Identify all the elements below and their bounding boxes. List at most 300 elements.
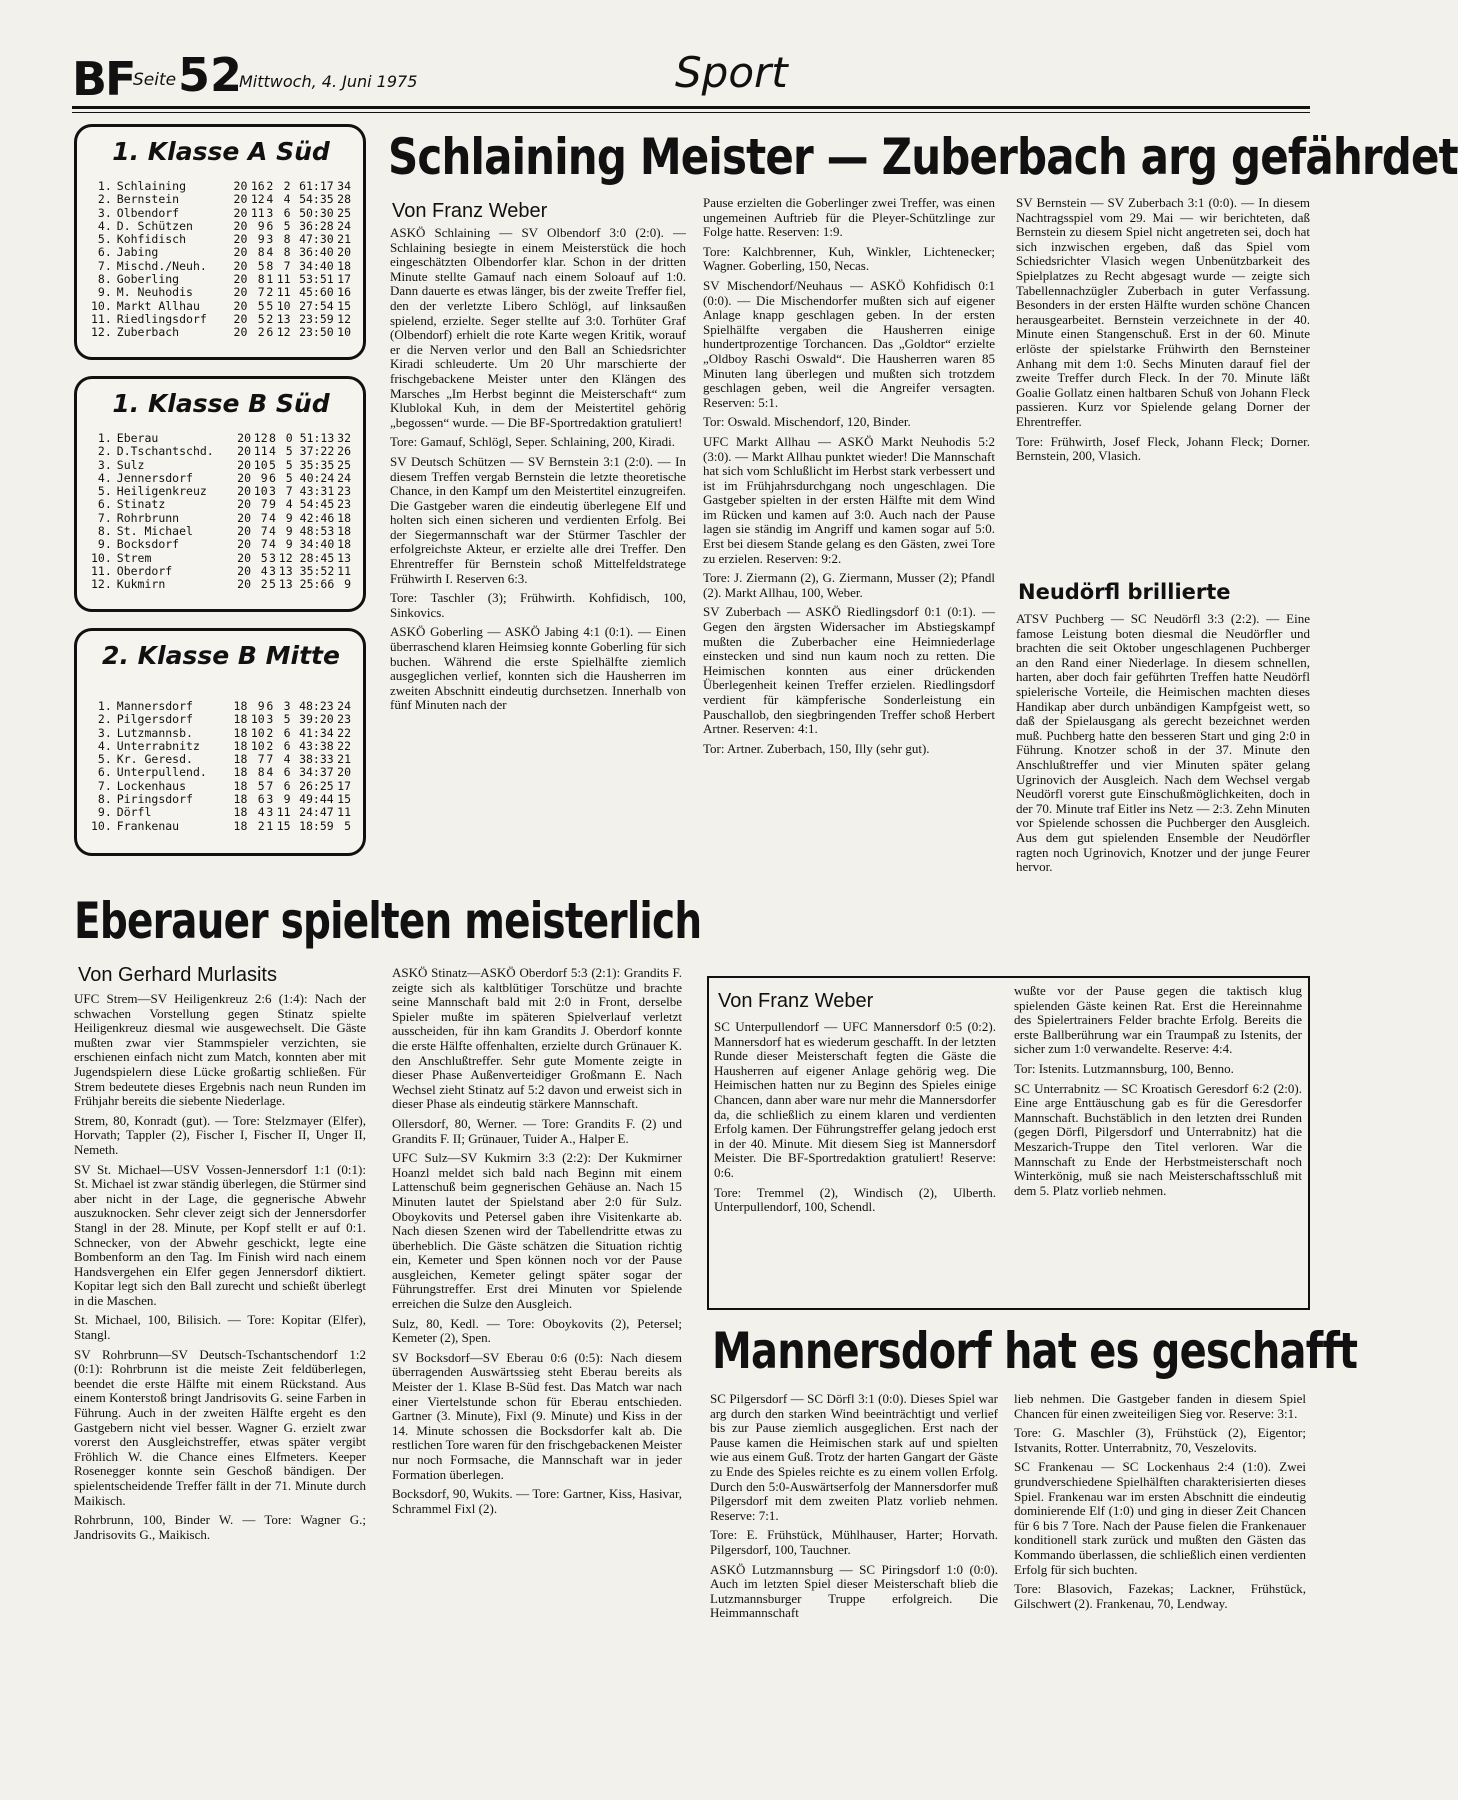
cell-won: 9 <box>257 232 265 247</box>
standings-row <box>91 233 351 246</box>
paragraph: Tore: G. Maschler (3), Frühstück (2), Eigentor; Istvanits, Rotter. Unterrabnitz, 70, Veszelovits. <box>1014 1425 1306 1455</box>
cell-drawn: 3 <box>269 484 276 499</box>
cell-drawn: 3 <box>269 550 276 565</box>
cell-team: Schlaining <box>116 179 187 193</box>
standings-table <box>91 180 351 340</box>
cell-played: 20 <box>237 457 251 472</box>
cell-goals: 34:40 <box>299 258 334 273</box>
cell-drawn: 3 <box>266 205 274 220</box>
cell-drawn: 9 <box>269 497 276 512</box>
paragraph: Tore: Tremmel (2), Windisch (2), Ulberth. Unterpullendorf, 100, Schendl. <box>714 1184 996 1215</box>
cell-goals: 43:31 <box>299 484 335 499</box>
paragraph: Rohrbrunn, 100, Binder W. — Tore: Wagner G.; Jandrisovits G., Maikisch. <box>74 1512 366 1542</box>
article-column <box>74 992 366 1792</box>
cell-played: 20 <box>237 431 251 445</box>
cell-played: 20 <box>233 258 248 273</box>
cell-rank: 9. <box>97 805 112 820</box>
cell-played: 20 <box>237 577 251 592</box>
cell-rank: 3. <box>97 457 112 472</box>
cell-played: 20 <box>233 311 248 326</box>
cell-lost: 4 <box>285 497 293 512</box>
cell-points: 16 <box>337 285 351 300</box>
cell-rank: 10. <box>91 298 112 313</box>
standings-row <box>91 700 351 713</box>
cell-points: 24 <box>337 699 351 713</box>
standings-row <box>91 472 351 485</box>
cell-goals: 25:66 <box>299 577 335 592</box>
cell-played: 18 <box>233 725 248 740</box>
cell-won: 2 <box>260 577 268 592</box>
cell-team: Mischd./Neuh. <box>116 258 207 273</box>
cell-drawn: 4 <box>269 510 276 525</box>
cell-drawn: 8 <box>266 258 274 273</box>
cell-lost: 8 <box>283 245 291 260</box>
masthead-logo: BF <box>72 52 135 106</box>
cell-rank: 1. <box>97 179 112 193</box>
cell-goals: 49:44 <box>299 792 334 807</box>
cell-won: 8 <box>257 272 265 287</box>
cell-drawn: 4 <box>269 444 276 459</box>
league-table-b-mitte <box>74 628 366 856</box>
cell-won: 5 <box>257 311 265 326</box>
cell-team: Pilgersdorf <box>116 712 193 727</box>
cell-team: Dörfl <box>116 805 152 820</box>
cell-team: Frankenau <box>116 818 180 833</box>
cell-played: 18 <box>233 699 248 713</box>
cell-points: 18 <box>337 524 351 539</box>
cell-points: 11 <box>337 563 351 578</box>
league-title: 2. Klasse B Mitte <box>102 641 340 670</box>
cell-goals: 39:20 <box>299 712 334 727</box>
standings-row <box>91 246 351 259</box>
cell-goals: 35:35 <box>299 457 335 472</box>
cell-team: St. Michael <box>116 524 193 539</box>
paragraph: SC Frankenau — SC Lockenhaus 2:4 (1:0). Zwei grundverschiedene Spielhälften charakterisierten dieses Spiel. Frankenau war im ersten Abschnitt die eindeutig dominierende Elf (1:0) und ging in dieser Zeit Chancen für 6 bis 7 Tore. Nach der Pause fielen die Frankenauer konditionell stark zurück und mußten den Gästen das Kommando überlassen, die schließlich einen verdienten Erfolg für sich buchten. <box>1014 1459 1306 1577</box>
cell-points: 34 <box>337 179 351 193</box>
article-column <box>1014 984 1302 1304</box>
cell-rank: 7. <box>97 778 112 793</box>
cell-points: 9 <box>344 577 351 592</box>
cell-rank: 5. <box>97 484 112 499</box>
cell-won: 10 <box>250 712 265 727</box>
paragraph: SV Bocksdorf—SV Eberau 0:6 (0:5): Nach diesem überragenden Auswärtssieg steht Eberau bereits als Meister der 1. Klase B-Süd fest. Das Match war nach einer Viertelstunde schon für Eberau entschieden. Gartner (3. Minute), Fixl (9. Minute) und Kiss in der 14. Minute schossen die Bocksdorfer kalt ab. Die restlichen Tore waren für den frischgebackenen Meister nur noch Formsache, die Mannschaft war in jeder Formation überlegen. <box>392 1349 682 1482</box>
cell-drawn: 2 <box>266 311 274 326</box>
cell-points: 20 <box>337 765 351 780</box>
cell-won: 7 <box>260 524 268 539</box>
cell-rank: 8. <box>97 524 112 539</box>
cell-goals: 18:59 <box>299 818 334 833</box>
article-column <box>392 966 682 1792</box>
cell-won: 10 <box>253 457 268 472</box>
cell-team: M. Neuhodis <box>116 285 193 300</box>
cell-points: 13 <box>337 550 351 565</box>
cell-played: 20 <box>237 524 251 539</box>
cell-goals: 23:50 <box>299 325 334 340</box>
cell-team: Oberdorf <box>116 563 173 578</box>
cell-goals: 24:47 <box>299 805 334 820</box>
cell-drawn: 2 <box>266 285 274 300</box>
cell-lost: 5 <box>285 470 293 485</box>
standings-row <box>91 806 351 819</box>
paragraph: Ollersdorf, 80, Werner. — Tore: Grandits F. (2) und Grandits F. II; Grünauer, Tuider A., Halper E. <box>392 1115 682 1146</box>
cell-played: 20 <box>237 510 251 525</box>
paragraph: ASKÖ Schlaining — SV Olbendorf 3:0 (2:0). — Schlaining besiegte in einem Meisterstück die hoch eingeschätzten Olbendorfer klar. Schon in der dritten Minute stellte Gamauf nach einem Soloauf auf 1:0. Dann dauerte es etwas länger, bis der zweite Treffer fiel, den der verletzte Libero Schlögl, auf linksaußen spielend, erzielte. Seger stellte auf 3:0. Torhüter Graf (Olbendorf) erhielt die rote Karte wegen Kritik, worauf er die Nerven verlor und den Ball an Schiedsrichter Kiradi schleuderte. Um 20 Uhr marschierte der frischgebackene Meister unter den Klängen des Marsches „Im Herbst beginnt die Meisterschaft“ zum Klublokal Kuh, in dem der Meistertitel gehörig „begossen“ wurde. — Die BF-Sportredaktion gratuliert! <box>390 225 686 430</box>
cell-played: 20 <box>233 218 248 233</box>
standings-row <box>91 820 351 833</box>
cell-team: Jabing <box>116 245 159 260</box>
cell-won: 8 <box>257 765 265 780</box>
standings-row <box>91 220 351 233</box>
standings-row <box>91 207 351 220</box>
cell-team: Eberau <box>116 431 159 445</box>
standings-row <box>91 525 351 538</box>
paragraph: UFC Sulz—SV Kukmirn 3:3 (2:2): Der Kukmirner Hoanzl meldet sich bald nach Beginn mit einem Lattenschuß beim gegnerischen Gehäuse an. Nach 15 Minuten lautet der Spielstand aber 2:0 für Sulz. Oboykovits und Petersel gaben ihre Visitenkarte ab. Nach diesen Szenen wird der Tabellendritte etwas zu überheblich. Die Gäste schätzen die Situation richtig ein, Kemeter und Spen können noch vor der Pause ausgleichen, Kemeter gelingt später sogar der Führungstreffer. Erst drei Minuten vor Spielende erreichen die Sulze den Ausgleich. <box>392 1150 682 1312</box>
cell-won: 11 <box>250 205 265 220</box>
cell-played: 20 <box>233 325 248 340</box>
cell-points: 32 <box>337 431 351 445</box>
cell-goals: 36:28 <box>299 218 334 233</box>
paragraph: ASKÖ Lutzmannsburg — SC Piringsdorf 1:0 (0:0). Auch im letzten Spiel dieser Meisterschaft blieb die Lutzmannsburger Truppe erfolgreich. Die Heimmannschaft <box>710 1561 998 1621</box>
cell-points: 18 <box>337 537 351 552</box>
paragraph: Bocksdorf, 90, Wukits. — Tore: Gartner, Kiss, Hasivar, Schrammel Fixl (2). <box>392 1486 682 1516</box>
paragraph: wußte vor der Pause gegen die taktisch klug spielenden Gäste keinen Rat. Erst die Hereinnahme des Spielertrainers Felder brachte Erfolg. Bereits die erste Ballberührung war ein Traumpaß zu Istenits, der sicher zum 1:0 verwandelte. Reserve: 4:4. <box>1014 983 1302 1057</box>
cell-goals: 27:54 <box>299 298 334 313</box>
cell-points: 22 <box>337 725 351 740</box>
cell-team: D.Tschantschd. <box>116 444 214 459</box>
standings-row <box>91 485 351 498</box>
cell-played: 18 <box>233 778 248 793</box>
cell-rank: 1. <box>97 431 112 445</box>
cell-team: D. Schützen <box>116 218 193 233</box>
cell-points: 24 <box>337 470 351 485</box>
cell-team: Kr. Geresd. <box>116 752 193 767</box>
cell-goals: 47:30 <box>299 232 334 247</box>
cell-won: 5 <box>257 778 265 793</box>
league-table-b-sued <box>74 376 366 612</box>
cell-rank: 11. <box>91 311 112 326</box>
cell-rank: 7. <box>97 258 112 273</box>
standings-table <box>91 432 351 592</box>
standings-row <box>91 193 351 206</box>
cell-played: 18 <box>233 792 248 807</box>
paragraph: Strem, 80, Konradt (gut). — Tore: Stelzmayer (Elfer), Horvath; Tappler (2), Fischer I, Fischer II, Unger II, Nemeth. <box>74 1112 366 1157</box>
article-column <box>703 196 995 956</box>
standings-row <box>91 260 351 273</box>
cell-won: 2 <box>257 325 265 340</box>
cell-points: 26 <box>337 444 351 459</box>
cell-rank: 11. <box>91 563 112 578</box>
cell-rank: 12. <box>91 325 112 340</box>
cell-won: 2 <box>257 818 265 833</box>
cell-lost: 11 <box>276 272 291 287</box>
cell-played: 18 <box>233 712 248 727</box>
cell-played: 18 <box>233 805 248 820</box>
cell-won: 10 <box>250 738 265 753</box>
cell-drawn: 2 <box>266 179 274 193</box>
cell-won: 12 <box>253 431 268 445</box>
cell-rank: 4. <box>97 738 112 753</box>
paragraph: lieb nehmen. Die Gastgeber fanden in diesem Spiel Chancen für einen zweiteiligen Sieg vor. Reserve: 3:1. <box>1014 1391 1306 1421</box>
issue-date: Mittwoch, 4. Juni 1975 <box>239 72 418 91</box>
cell-rank: 7. <box>97 510 112 525</box>
standings-row <box>91 273 351 286</box>
cell-team: Mannersdorf <box>116 699 193 713</box>
cell-drawn: 5 <box>269 577 276 592</box>
cell-played: 20 <box>233 298 248 313</box>
standings-row <box>91 459 351 472</box>
paragraph: St. Michael, 100, Bilisich. — Tore: Kopitar (Elfer), Stangl. <box>74 1312 366 1343</box>
cell-drawn: 2 <box>266 738 274 753</box>
cell-won: 5 <box>257 258 265 273</box>
cell-lost: 4 <box>283 192 291 207</box>
cell-team: Zuberbach <box>116 325 180 340</box>
cell-points: 22 <box>337 738 351 753</box>
cell-won: 11 <box>253 444 268 459</box>
cell-points: 12 <box>337 311 351 326</box>
standings-row <box>91 552 351 565</box>
cell-drawn: 1 <box>266 272 274 287</box>
cell-played: 18 <box>233 765 248 780</box>
cell-rank: 9. <box>97 537 112 552</box>
cell-won: 9 <box>257 218 265 233</box>
cell-goals: 36:40 <box>299 245 334 260</box>
cell-drawn: 5 <box>269 457 276 472</box>
cell-lost: 5 <box>285 444 293 459</box>
cell-lost: 6 <box>283 725 291 740</box>
cell-rank: 5. <box>97 752 112 767</box>
byline: Von Franz Weber <box>718 990 874 1012</box>
cell-team: Lockenhaus <box>116 778 187 793</box>
cell-team: Heiligenkreuz <box>116 484 207 499</box>
cell-rank: 2. <box>97 712 112 727</box>
cell-drawn: 3 <box>266 232 274 247</box>
cell-played: 20 <box>237 470 251 485</box>
cell-rank: 6. <box>97 497 112 512</box>
cell-goals: 51:13 <box>299 431 335 445</box>
paragraph: Tore: Blasovich, Fazekas; Lackner, Frühstück, Gilschwert (2). Frankenau, 70, Lendway. <box>1014 1581 1306 1611</box>
cell-points: 15 <box>337 792 351 807</box>
cell-rank: 3. <box>97 205 112 220</box>
cell-drawn: 8 <box>269 431 276 445</box>
cell-rank: 6. <box>97 765 112 780</box>
cell-won: 12 <box>250 192 265 207</box>
cell-rank: 8. <box>97 792 112 807</box>
standings-row <box>91 445 351 458</box>
cell-played: 20 <box>233 285 248 300</box>
cell-played: 20 <box>237 537 251 552</box>
cell-drawn: 7 <box>266 752 274 767</box>
cell-played: 20 <box>237 497 251 512</box>
article-column <box>714 1020 996 1304</box>
paragraph: SC Unterpullendorf — UFC Mannersdorf 0:5 (0:2). Mannersdorf hat es wiederum geschafft. In der letzten Runde dieser Meisterschaft fegten die Gäste die Hausherren auf eigener Anlage gehörig weg. Die Heimischen hatten nur zu Beginn des Spieles einige Chancen, dann aber ware nur mehr die Mannersdorfer da, die schließlich zu einem klaren und verdienten Erfolg kamen. Der Führungstreffer gelang jedoch erst in der 40. Minute. Mit diesem Sieg ist Mannersdorf Meister. Die BF-Sportredaktion gratuliert! Reserve: 0:6. <box>714 1019 996 1180</box>
cell-goals: 34:37 <box>299 765 334 780</box>
paragraph: SV Zuberbach — ASKÖ Riedlingsdorf 0:1 (0:1). — Gegen den ärgsten Widersacher im Abstiegskampf mußten die Zuberbacher eine Heimniederlage einstecken und sind nun kaum noch zu retten. Die Heimischen konnten aus einer drückenden Überlegenheit keinen Treffer erzielen. Riedlingsdorf verdient für kämpferische Sonderleistung ein Pauschallob, den siegbringenden Treffer schoß Herbert Artner. Reserven: 4:1. <box>703 604 995 737</box>
cell-won: 4 <box>260 563 268 578</box>
standings-row <box>91 793 351 806</box>
paragraph: Tor: Artner. Zuberbach, 150, Illy (sehr gut). <box>703 740 930 756</box>
cell-lost: 7 <box>283 258 291 273</box>
cell-lost: 8 <box>283 232 291 247</box>
cell-goals: 54:35 <box>299 192 334 207</box>
cell-goals: 50:30 <box>299 205 334 220</box>
cell-team: Piringsdorf <box>116 792 193 807</box>
cell-drawn: 4 <box>266 245 274 260</box>
cell-played: 20 <box>237 444 251 459</box>
cell-lost: 9 <box>285 510 293 525</box>
cell-points: 17 <box>337 778 351 793</box>
paragraph: SV Rohrbrunn—SV Deutsch-Tschantschendorf 1:2 (0:1): Rohrbrunn ist die meiste Zeit feldüberlegen, beendet die erste Hälfte mit einem Rückstand. Aus einem Konterstoß bringt Jandrisovits G. seine Farben in Führung. Auch in der zweiten Hälfte ergeht es den Gastgebern nicht viel besser. Wagner G. erzielt zwar vorerst den Ausgleichstreffer, etwas später vergibt Fröhlich W. die Chance eines Elfmeters. Keeper Rosenegger konnte sein Geschoß bändigen. Der spielentscheidende Treffer fällt in der 71. Minute durch Maikisch. <box>74 1346 366 1508</box>
paragraph: Sulz, 80, Kedl. — Tore: Oboykovits (2), Petersel; Kemeter (2), Spen. <box>392 1315 682 1346</box>
cell-lost: 13 <box>276 311 291 326</box>
cell-rank: 5. <box>97 232 112 247</box>
cell-goals: 38:33 <box>299 752 334 767</box>
cell-drawn: 3 <box>269 563 276 578</box>
cell-won: 4 <box>257 805 265 820</box>
league-title: 1. Klasse A Süd <box>112 137 330 166</box>
cell-lost: 9 <box>285 524 293 539</box>
cell-lost: 7 <box>285 484 293 499</box>
cell-played: 18 <box>233 752 248 767</box>
cell-goals: 40:24 <box>299 470 335 485</box>
cell-rank: 4. <box>97 218 112 233</box>
cell-rank: 3. <box>97 725 112 740</box>
cell-lost: 12 <box>276 325 291 340</box>
cell-points: 10 <box>337 325 351 340</box>
standings-row <box>91 432 351 445</box>
cell-points: 23 <box>337 712 351 727</box>
cell-rank: 12. <box>91 577 112 592</box>
page-label: Seite <box>133 70 177 90</box>
cell-won: 10 <box>250 725 265 740</box>
section-title: Sport <box>675 48 788 97</box>
paragraph: Tore: Frühwirth, Josef Fleck, Johann Fleck; Dorner. Bernstein, 200, Vlasich. <box>1016 433 1310 464</box>
paragraph: Tore: J. Ziermann (2), G. Ziermann, Musser (2); Pfandl (2). Markt Allhau, 100, Weber. <box>703 570 995 600</box>
cell-lost: 5 <box>283 218 291 233</box>
headline-mannersdorf: Mannersdorf hat es geschafft <box>712 1322 1358 1380</box>
cell-lost: 4 <box>283 752 291 767</box>
standings-row <box>91 180 351 193</box>
headline-schlaining: Schlaining Meister — Zuberbach arg gefährdet <box>388 128 1458 186</box>
standings-row <box>91 498 351 511</box>
cell-drawn: 4 <box>266 192 274 207</box>
cell-drawn: 1 <box>266 818 274 833</box>
standings-row <box>91 727 351 740</box>
cell-drawn: 4 <box>269 524 276 539</box>
cell-drawn: 3 <box>266 712 274 727</box>
cell-goals: 35:52 <box>299 563 335 578</box>
cell-rank: 8. <box>97 272 112 287</box>
cell-won: 9 <box>260 470 268 485</box>
paragraph: ATSV Puchberg — SC Neudörfl 3:3 (2:2). — Eine famose Leistung boten diesmal die Neudörfler und brachten die seit Oktober ungeschlagenen Puchberger an den Rand einer Niederlage. In diesem schnellen, harten, aber doch fair geführten Treffen hatte Neudörfl spielerische Vorteile, die Heimischen machten dieses Handikap aber durch unbändigen Kampfgeist wett, so daß der Spielausgang als gerecht bezeichnet werden muß. Puchberg hatte den besseren Start und ging 2:0 in Führung. Knotzer schoß in der 37. Minute den Anschlußtreffer und vier Minuten später gelang Ugrinovich der Ausgleich. Nach dem Wechsel vergab Neudörfl vorerst gute Einschußmöglichkeiten, doch in der 70. Minute traf Eitler ins Netz — 2:3. Zehn Minuten vor Spielende schossen die Puchberger den Ausgleich. Aus dem gut spielenden Ensemble der Neudörfler ragten noch Ugrinovich, Knotzer und der junge Feurer hervor. <box>1016 611 1310 875</box>
cell-played: 20 <box>233 192 248 207</box>
cell-lost: 11 <box>276 285 291 300</box>
cell-team: Bernstein <box>116 192 180 207</box>
cell-team: Unterrabnitz <box>116 738 200 753</box>
article-column <box>1016 196 1310 574</box>
cell-points: 25 <box>337 457 351 472</box>
paragraph: ASKÖ Stinatz—ASKÖ Oberdorf 5:3 (2:1): Grandits F. zeigte sich als kaltblütiger Torschütze und brachte seine Mannschaft bald mit 2:0 in Front, derselbe Spieler mußte im späteren Spielverlauf verletzt ausscheiden, für ihn kam Grandits J. Oberdorf konnte die erste Hälfte offenhalten, erzielte durch Grünauer K. den Anschlußtreffer. Sehr gute Momente zeigte in dieser Phase Außenverteidiger Großmann E. Nach Wechsel zieht Stinatz auf 5:2 davon und erweist sich in dieser Phase als eindeutig stärkere Mannschaft. <box>392 965 682 1112</box>
cell-points: 11 <box>337 805 351 820</box>
cell-goals: 34:40 <box>299 537 335 552</box>
paragraph: Pause erzielten die Goberlinger zwei Treffer, was einen ungemeinen Auftrieb für die Pleyer-Schützlinge zur Folge hatte. Reserven: 1:9. <box>703 195 995 240</box>
cell-won: 5 <box>260 550 268 565</box>
cell-points: 21 <box>337 232 351 247</box>
cell-lost: 6 <box>283 765 291 780</box>
paragraph: Tore: Taschler (3); Frühwirth. Kohfidisch, 100, Sinkovics. <box>390 590 686 620</box>
cell-points: 18 <box>337 258 351 273</box>
paragraph: SV St. Michael—USV Vossen-Jennersdorf 1:1 (0:1): St. Michael ist zwar ständig überlegen, die Stürmer sind aber nicht in der Lage, die gegnerische Abwehr auszuknocken. Sehr clever zeigt sich der Jennersdorfer Stangl in der 28. Minute, per Kopf stellt er auf 0:1. Schnecker, von der Abwehr geschickt, legte eine Bombenform an den Tag. Im Finish wird nach einem Handsvergehen ein Elfer gegen Jennersdorf diktiert. Kopitar legt sich den Ball zurecht und schießt überlegt in die Maschen. <box>74 1161 366 1308</box>
cell-goals: 53:51 <box>299 272 334 287</box>
paragraph: UFC Strem—SV Heiligenkreuz 2:6 (1:4): Nach der schwachen Vorstellung gegen Stinatz spielte Heiligenkreuz diesmal wie ausgewechselt. Die Gäste mußten zwar vier Stammspieler verzichten, sie erschienen einfach nicht zum Match, konnten aber mit Jugendspielern diese Lücke großartig schließen. Für Strem bedeutete dieses Ergebnis nach neun Runden im Frühjahr bereits die siebente Niederlage. <box>74 991 366 1109</box>
standings-row <box>91 780 351 793</box>
cell-drawn: 6 <box>269 470 276 485</box>
cell-team: Goberling <box>116 272 180 287</box>
cell-played: 20 <box>233 179 248 193</box>
cell-won: 16 <box>250 179 265 193</box>
cell-goals: 48:23 <box>299 699 334 713</box>
header-rule-thin <box>72 112 1310 113</box>
cell-goals: 23:59 <box>299 311 334 326</box>
cell-played: 20 <box>233 205 248 220</box>
byline: Von Gerhard Murlasits <box>78 964 277 986</box>
article-column <box>390 226 686 882</box>
cell-lost: 5 <box>283 712 291 727</box>
standings-row <box>91 326 351 339</box>
cell-team: Riedlingsdorf <box>116 311 207 326</box>
paragraph: SC Pilgersdorf — SC Dörfl 3:1 (0:0). Dieses Spiel war arg durch den starken Wind beeinträchtigt und verlief bis zur Pause ziemlich ausgeglichen. Erst nach der Pause kamen die Heimischen stark auf und spielten wie aus einem Guß. Trotz der harten Gangart der Gäste zu Ende des Spieles reichte es zu einem vollen Erfolg. Durch den 5:0-Auswärtserfolg der Mannersdorfer muß Pilgersdorf mit dem zweiten Platz vorlieb nehmen. Reserve: 7:1. <box>710 1391 998 1523</box>
cell-won: 10 <box>253 484 268 499</box>
cell-goals: 37:22 <box>299 444 335 459</box>
cell-played: 20 <box>233 245 248 260</box>
article-column <box>1014 1392 1306 1792</box>
paragraph: Tor: Oswald. Mischendorf, 120, Binder. <box>703 414 911 430</box>
cell-goals: 41:34 <box>299 725 334 740</box>
cell-team: Kohfidisch <box>116 232 187 247</box>
standings-row <box>91 300 351 313</box>
cell-drawn: 4 <box>266 765 274 780</box>
cell-points: 28 <box>337 192 351 207</box>
cell-lost: 0 <box>285 431 293 445</box>
paragraph: ASKÖ Goberling — ASKÖ Jabing 4:1 (0:1). — Einen überraschend klaren Heimsieg konnte Goberling für sich buchen. Während die erste Spielhälfte ziemlich ausgeglichen verlief, konnten sich die Hausherren im zweiten Abschnitt eindeutig durchsetzen. Innerhalb von fünf Minuten nach der <box>390 624 686 713</box>
byline: Von Franz Weber <box>392 200 548 222</box>
cell-won: 6 <box>257 792 265 807</box>
standings-row <box>91 286 351 299</box>
cell-points: 15 <box>337 298 351 313</box>
header-rule <box>72 106 1310 109</box>
cell-team: Lutzmannsb. <box>116 725 193 740</box>
standings-row <box>91 565 351 578</box>
cell-points: 23 <box>337 497 351 512</box>
cell-won: 5 <box>257 298 265 313</box>
cell-lost: 6 <box>283 778 291 793</box>
cell-drawn: 3 <box>266 805 274 820</box>
paragraph: Tore: Kalchbrenner, Kuh, Winkler, Lichtenecker; Wagner. Goberling, 150, Necas. <box>703 243 995 274</box>
cell-goals: 28:45 <box>299 550 335 565</box>
cell-goals: 48:53 <box>299 524 335 539</box>
cell-played: 18 <box>233 738 248 753</box>
cell-drawn: 2 <box>266 725 274 740</box>
page-number: 52 <box>178 48 243 102</box>
cell-points: 24 <box>337 218 351 233</box>
cell-team: Unterpullend. <box>116 765 207 780</box>
cell-team: Olbendorf <box>116 205 180 220</box>
paragraph: UFC Markt Allhau — ASKÖ Markt Neuhodis 5:2 (3:0). — Markt Allhau punktet wieder! Die Mannschaft hat sich vom Schlußlicht im Herbst stark verbessert und ist im Frühjahrsdurchgang noch ungeschlagen. Die Gastgeber spielten in der ersten Hälfte mit dem Wind im Rücken und kamen auf 3:0. Auch nach der Pause lagen sie ständig im Angriff und kamen sogar auf 5:0. Erst bei diesem Stande gelang es den Gästen, zwei Tore zu erzielen. Reserven: 9:2. <box>703 433 995 566</box>
cell-lost: 9 <box>285 537 293 552</box>
cell-team: Strem <box>116 550 152 565</box>
cell-points: 5 <box>344 818 351 833</box>
cell-lost: 2 <box>283 179 291 193</box>
cell-points: 25 <box>337 205 351 220</box>
